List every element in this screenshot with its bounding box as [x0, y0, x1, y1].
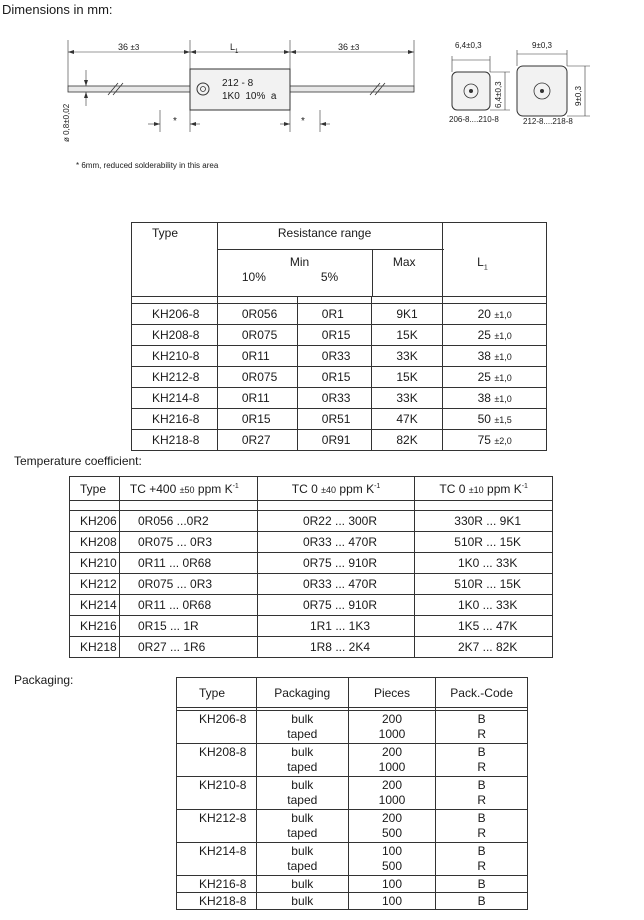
cell-packaging: bulk taped: [256, 810, 348, 843]
table-row: [132, 325, 547, 346]
cell-pieces: 200 500: [348, 810, 436, 843]
header-resistance-range: Resistance range Min 10% 5% Max: [217, 223, 442, 297]
large-caption: 212-8....218-8: [523, 117, 573, 126]
pack-header-pieces: Pieces: [348, 678, 436, 708]
cell-min-5: 0R15: [297, 325, 371, 346]
table-row: [132, 409, 547, 430]
cell-min-5: 0R33: [297, 388, 371, 409]
cell-pieces: 200 1000: [348, 711, 436, 744]
cell-packaging: bulk: [256, 876, 348, 893]
table-row: [70, 616, 553, 637]
cell-code: B R: [436, 744, 528, 777]
table-row: [70, 511, 553, 532]
tc-table-body: [69, 510, 553, 658]
cell-tc400: 0R075 ... 0R3: [119, 532, 257, 553]
packaging-table: [176, 677, 528, 708]
cell-min-10: 0R075: [217, 325, 297, 346]
cell-type: KH210-8: [132, 346, 218, 367]
cell-tc40: 0R22 ... 300R: [257, 511, 415, 532]
cell-code: B R: [436, 711, 528, 744]
packaging-table-body: [176, 707, 528, 910]
cell-code: B R: [436, 810, 528, 843]
dimensions-title: Dimensions in mm:: [2, 2, 113, 17]
table-row: [132, 346, 547, 367]
table-row: [177, 777, 528, 810]
cell-code: B R: [436, 843, 528, 876]
packaging-header-row: [177, 678, 528, 708]
pack-header-packaging: Packaging: [256, 678, 348, 708]
packaging-title: Packaging:: [14, 673, 74, 687]
cell-type: KH216-8: [132, 409, 218, 430]
table-row: [177, 893, 528, 910]
cell-type: KH216-8: [177, 876, 257, 893]
cell-tc40: 0R75 ... 910R: [257, 595, 415, 616]
cell-tc40: 1R8 ... 2K4: [257, 637, 415, 658]
cell-pieces: 200 1000: [348, 777, 436, 810]
tc-header-400: TC +400 ±50 ppm $K^{-1}$: [119, 477, 257, 501]
cell-type: KH214-8: [132, 388, 218, 409]
resistance-range-table: [131, 222, 547, 297]
small-width-label: 6,4±0,3: [455, 41, 482, 50]
large-height-label: 9±0,3: [574, 86, 583, 106]
cell-type: KH206: [70, 511, 120, 532]
cell-type: KH210-8: [177, 777, 257, 810]
table-header-row: [132, 223, 547, 297]
cell-max: 33K: [371, 388, 443, 409]
tc-header-row: [70, 477, 553, 501]
table-row: [132, 304, 547, 325]
tc-rows: [69, 510, 553, 658]
cell-min-5: 0R91: [297, 430, 371, 451]
cell-tc10: 1K0 ... 33K: [415, 553, 553, 574]
tc-header-40: TC 0 ±40 ppm $K^{-1}$: [257, 477, 415, 501]
cell-tc400: 0R11 ... 0R68: [119, 595, 257, 616]
tc-header-10: TC 0 ±10 ppm $K^{-1}$: [415, 477, 553, 501]
cell-min-5: 0R51: [297, 409, 371, 430]
diameter-label: ø 0,8±0,02: [62, 103, 71, 142]
table-row: [132, 367, 547, 388]
table-row: [132, 388, 547, 409]
cell-l1: 20 ±1,0: [443, 304, 547, 325]
cell-tc40: 1R1 ... 1K3: [257, 616, 415, 637]
cell-packaging: bulk taped: [256, 711, 348, 744]
cell-max: 9K1: [371, 304, 443, 325]
cell-max: 15K: [371, 367, 443, 388]
cell-type: KH218-8: [132, 430, 218, 451]
cell-l1: 38 ±1,0: [443, 346, 547, 367]
cell-type: KH208-8: [177, 744, 257, 777]
cell-type: KH214-8: [177, 843, 257, 876]
cell-type: KH206-8: [177, 711, 257, 744]
table-row: [132, 430, 547, 451]
cell-type: KH216: [70, 616, 120, 637]
cell-packaging: bulk taped: [256, 843, 348, 876]
cell-pieces: 100: [348, 876, 436, 893]
tc-title: Temperature coefficient:: [14, 454, 142, 468]
cell-min-10: 0R11: [217, 346, 297, 367]
cell-pieces: 200 1000: [348, 744, 436, 777]
dimension-drawing: [0, 0, 644, 200]
cell-tc10: 1K5 ... 47K: [415, 616, 553, 637]
cell-tc10: 1K0 ... 33K: [415, 595, 553, 616]
cell-min-10: 0R11: [217, 388, 297, 409]
packaging-rows: [176, 707, 528, 910]
cell-tc400: 0R11 ... 0R68: [119, 553, 257, 574]
cell-type: KH208-8: [132, 325, 218, 346]
cell-packaging: bulk taped: [256, 744, 348, 777]
footnote: * 6mm, reduced solderability in this area: [76, 161, 219, 170]
table-row: [70, 553, 553, 574]
cell-min-10: 0R075: [217, 367, 297, 388]
cell-tc40: 0R33 ... 470R: [257, 532, 415, 553]
cell-tc10: 510R ... 15K: [415, 574, 553, 595]
cell-min-5: 0R1: [297, 304, 371, 325]
cell-type: KH212: [70, 574, 120, 595]
small-caption: 206-8....210-8: [449, 115, 499, 124]
table-row: [177, 744, 528, 777]
cell-type: KH212-8: [132, 367, 218, 388]
tc-header-type: Type: [70, 477, 120, 501]
cell-packaging: bulk taped: [256, 777, 348, 810]
cell-max: 82K: [371, 430, 443, 451]
table-row: [177, 843, 528, 876]
cell-code: B: [436, 893, 528, 910]
header-l1: $L_1$: [443, 223, 547, 297]
cell-l1: 75 ±2,0: [443, 430, 547, 451]
cell-code: B R: [436, 777, 528, 810]
table-row: [70, 637, 553, 658]
cell-max: 33K: [371, 346, 443, 367]
header-type: Type: [132, 223, 218, 297]
table-row: [70, 574, 553, 595]
table-row: [177, 810, 528, 843]
resistance-table-body: [131, 296, 547, 451]
asterisk-right: *: [301, 116, 305, 127]
cell-l1: 38 ±1,0: [443, 388, 547, 409]
cell-tc10: 330R ... 9K1: [415, 511, 553, 532]
asterisk-left: *: [173, 116, 177, 127]
cell-max: 15K: [371, 325, 443, 346]
cell-pieces: 100: [348, 893, 436, 910]
marking-line-2: 1K0 10% a: [222, 91, 277, 102]
cell-type: KH218: [70, 637, 120, 658]
resistor-body: [190, 69, 290, 110]
table-row: [177, 876, 528, 893]
cell-tc40: 0R75 ... 910R: [257, 553, 415, 574]
table-row: [177, 711, 528, 744]
cell-type: KH210: [70, 553, 120, 574]
right-lead-dim: 36 ±3: [338, 42, 360, 52]
cell-type: KH212-8: [177, 810, 257, 843]
cell-max: 47K: [371, 409, 443, 430]
cell-type: KH214: [70, 595, 120, 616]
left-lead-dim: 36 ±3: [118, 42, 140, 52]
small-height-label: 6,4±0,3: [494, 81, 503, 108]
cell-tc400: 0R056 ...0R2: [119, 511, 257, 532]
large-cross-section: [517, 50, 590, 116]
tc-table: [69, 476, 553, 511]
cell-type: KH206-8: [132, 304, 218, 325]
cell-l1: 50 ±1,5: [443, 409, 547, 430]
cell-min-10: 0R27: [217, 430, 297, 451]
resistance-rows: [131, 296, 547, 451]
cell-min-10: 0R15: [217, 409, 297, 430]
large-width-label: 9±0,3: [532, 41, 552, 50]
cell-packaging: bulk: [256, 893, 348, 910]
cell-min-10: 0R056: [217, 304, 297, 325]
pack-header-code: Pack.-Code: [436, 678, 528, 708]
marking-line-1: 212 - 8: [222, 78, 254, 89]
right-lead: [290, 83, 414, 95]
cell-tc400: 0R075 ... 0R3: [119, 574, 257, 595]
cell-tc400: 0R27 ... 1R6: [119, 637, 257, 658]
pack-header-type: Type: [177, 678, 257, 708]
cell-tc10: 510R ... 15K: [415, 532, 553, 553]
cell-l1: 25 ±1,0: [443, 367, 547, 388]
cell-l1: 25 ±1,0: [443, 325, 547, 346]
cell-code: B: [436, 876, 528, 893]
cell-type: KH218-8: [177, 893, 257, 910]
cell-min-5: 0R33: [297, 346, 371, 367]
body-length-dim: $L_1$: [230, 42, 239, 55]
cell-tc40: 0R33 ... 470R: [257, 574, 415, 595]
table-row: [70, 595, 553, 616]
cell-tc10: 2K7 ... 82K: [415, 637, 553, 658]
cell-min-5: 0R15: [297, 367, 371, 388]
table-row: [70, 532, 553, 553]
cell-tc400: 0R15 ... 1R: [119, 616, 257, 637]
cell-pieces: 100 500: [348, 843, 436, 876]
cell-type: KH208: [70, 532, 120, 553]
